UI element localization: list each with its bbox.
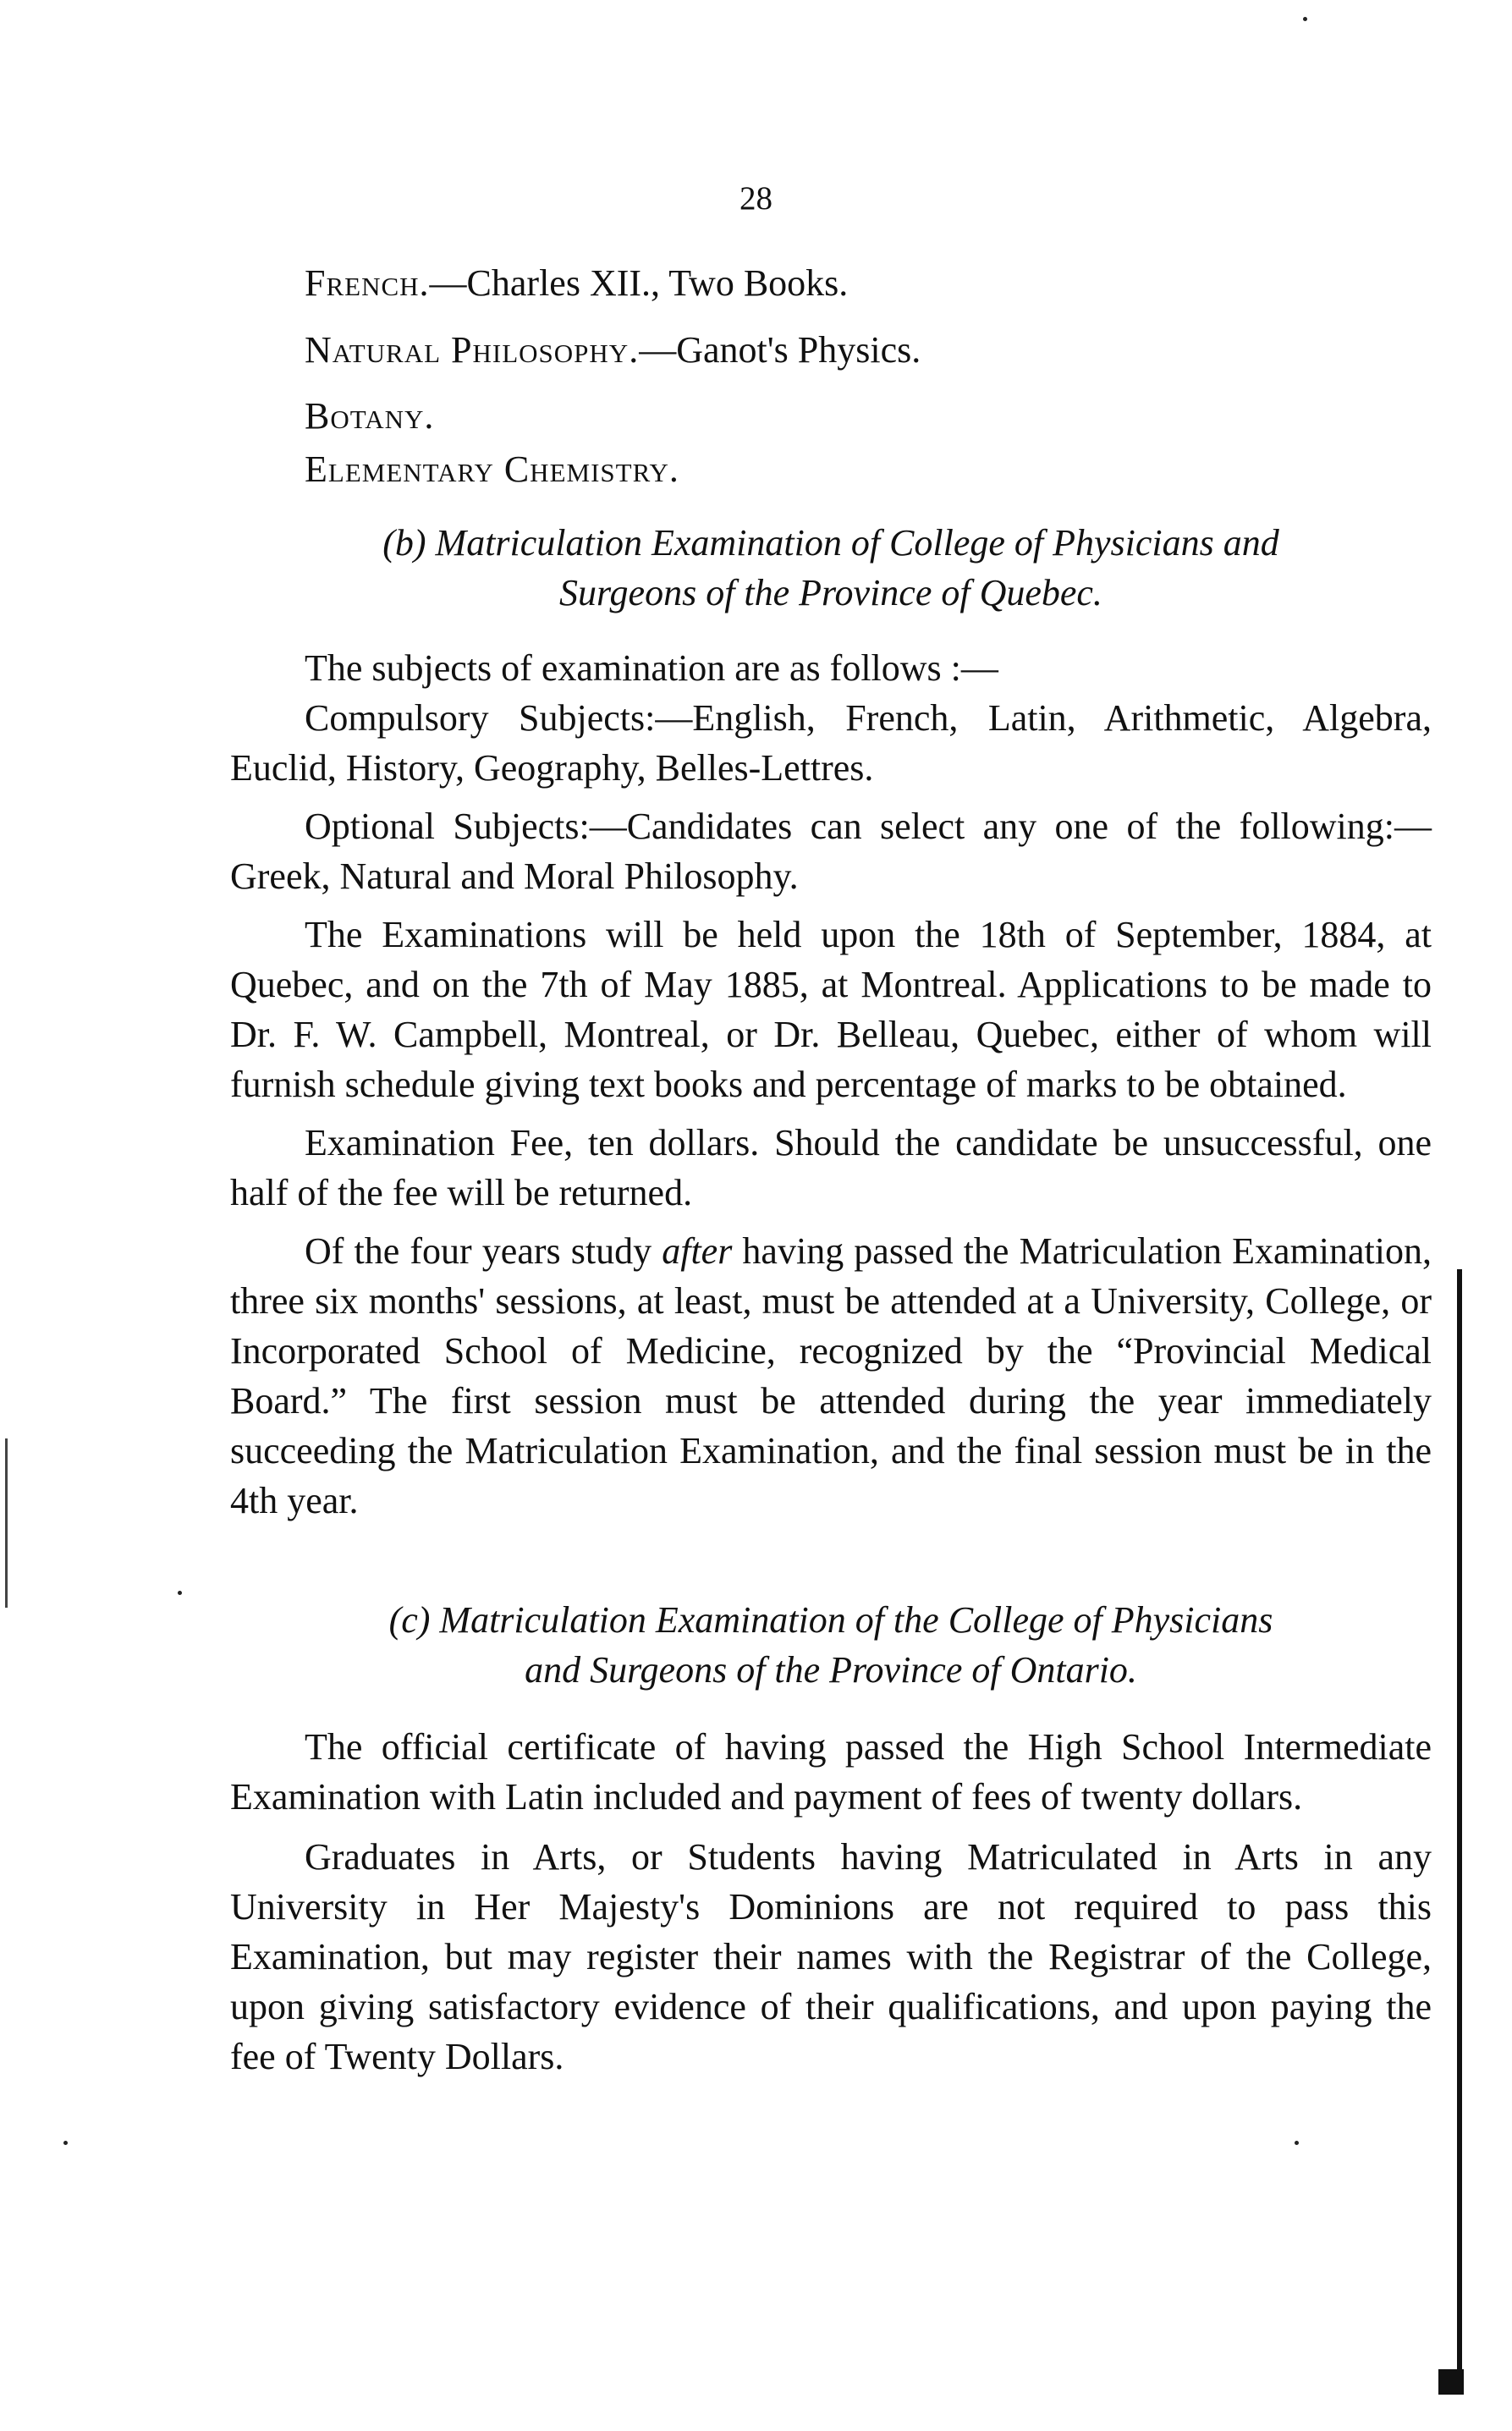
subject-natural-philosophy (305, 325, 921, 375)
section-b-heading-line1: (b) Matriculation Examination of College of Physicians and (382, 522, 1279, 564)
scan-edge-foot (1438, 2369, 1464, 2395)
section-b-paragraph-5: Examination Fee, ten dollars. Should the candidate be unsuccessful, one half of the fee will be returned. (230, 1122, 1432, 1213)
section-c-heading-line2: and Surgeons of the Province of Ontario. (525, 1649, 1137, 1691)
section-c-body (230, 1722, 1432, 2082)
subject-name: Elementary Chemistry. (305, 448, 679, 490)
section-b-heading (230, 518, 1432, 618)
section-b-paragraph-6 (230, 1226, 1432, 1526)
subject-elementary-chemistry (305, 444, 679, 494)
paragraph-6-start: Of the four years study (305, 1230, 663, 1272)
paragraph-6-rest: having passed the Matriculation Examination, three six months' sessions, at least, must be attended at a University, College, or Incorporated School of Medicine, recognized by the “Provincial Medical Board.” The first session must be attended during the year immediately succeeding the Matriculation Examination, and the final session must be in the 4th year. (230, 1230, 1432, 1521)
scan-speck (178, 1591, 182, 1595)
subject-french (305, 258, 848, 308)
scan-edge-rule (1457, 1269, 1462, 2395)
section-c-paragraph-2: Graduates in Arts, or Students having Matriculated in Arts in any University in Her Majesty's Dominions are not required to pass this Examination, but may register their names with the Registrar of the College, upon giving satisfactory evidence of their qualifications, and upon paying the fee of Twenty Dollars. (230, 1836, 1432, 2077)
section-b-paragraph-3: Optional Subjects:—Candidates can select any one of the following:—Greek, Natural and Moral Philosophy. (230, 806, 1432, 897)
emphasis-after: after (662, 1230, 733, 1272)
section-b-heading-line2: Surgeons of the Province of Quebec. (559, 572, 1102, 613)
subject-name: Botany. (305, 395, 435, 437)
subject-name: Natural Philosophy. (305, 329, 640, 371)
page-number: 28 (740, 180, 772, 217)
section-b-paragraph-4: The Examinations will be held upon the 18th of September, 1884, at Quebec, and on the 7th of May 1885, at Montreal. Applications to be made to Dr. F. W. Campbell, Montreal, or Dr. Belleau, Quebec, either of whom will furnish schedule giving text books and percentage of marks to be obtained. (230, 914, 1432, 1105)
section-b-paragraph-2: Compulsory Subjects:—English, French, Latin, Arithmetic, Algebra, Euclid, History, Geography, Belles-Lettres. (230, 697, 1432, 789)
subject-text: —Ganot's Physics. (639, 329, 921, 371)
subject-name: French. (305, 262, 430, 304)
section-b-body (230, 643, 1432, 1526)
section-c-heading (230, 1595, 1432, 1695)
subject-botany (305, 391, 434, 441)
section-c-paragraph-1: The official certificate of having passed the High School Intermediate Examination with Latin included and payment of fees of twenty dollars. (230, 1726, 1432, 1818)
subject-text: —Charles XII., Two Books. (429, 262, 849, 304)
scan-speck (1295, 2141, 1299, 2145)
scan-speck (63, 2141, 68, 2145)
scan-left-edge (5, 1438, 8, 1608)
section-b-paragraph-1: The subjects of examination are as follows :— (305, 647, 998, 689)
section-c-heading-line1: (c) Matriculation Examination of the College of Physicians (388, 1599, 1273, 1641)
scan-speck (1303, 17, 1307, 21)
